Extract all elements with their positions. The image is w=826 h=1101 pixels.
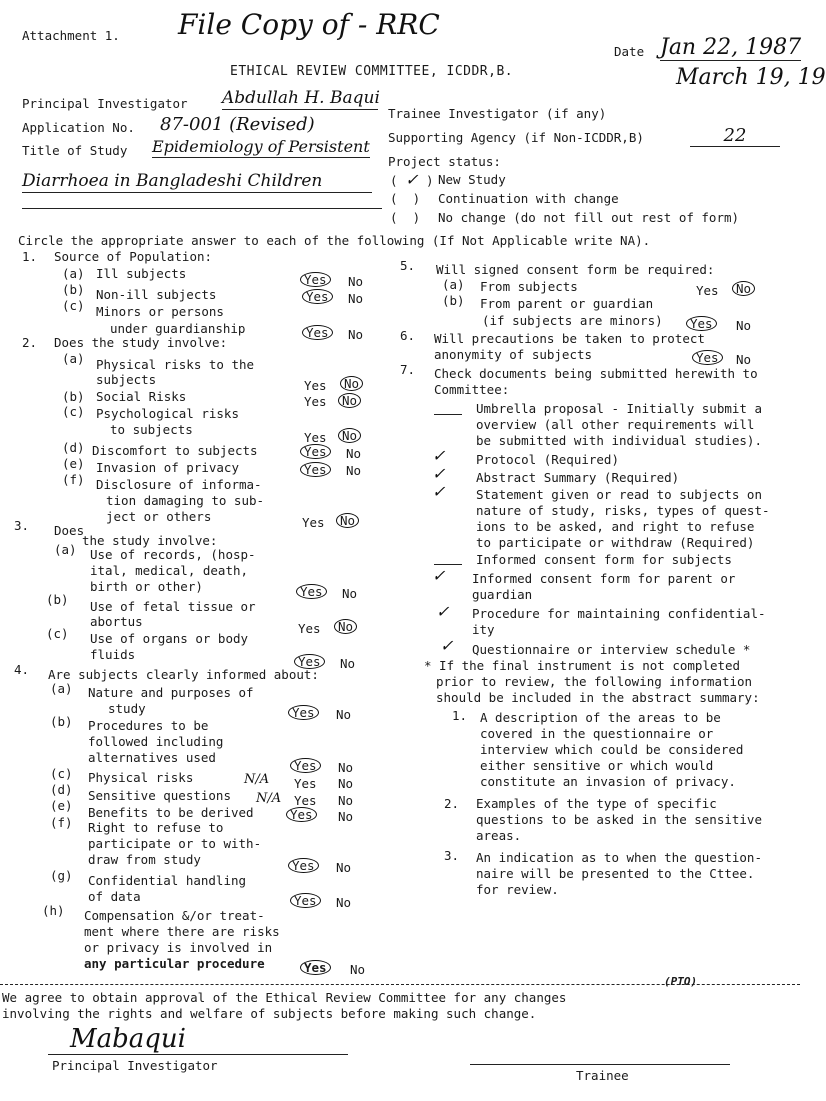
- q4a-key: (a): [50, 681, 73, 696]
- q2b-no: No: [338, 393, 361, 408]
- q6-no: No: [736, 352, 752, 367]
- q4f-key: (f): [50, 815, 73, 830]
- q4b-key: (b): [50, 714, 73, 729]
- q2d-yes: Yes: [300, 444, 331, 459]
- q2c-text-1: Psychological risks: [96, 406, 239, 421]
- d4-text-4: to participate or withdraw (Required): [476, 535, 755, 550]
- q4g-no: No: [336, 895, 352, 910]
- q3a-text-3: birth or other): [90, 579, 203, 594]
- d8-check: ✓: [440, 636, 454, 655]
- instructions: Circle the appropriate answer to each of the following (If Not Applicable write NA).: [18, 233, 651, 248]
- q1a-yes: Yes: [300, 272, 331, 287]
- q4d-na: N/A: [256, 791, 282, 806]
- date-value-2: March 19, 19: [676, 65, 826, 90]
- q2f-text-3: ject or others: [106, 509, 212, 524]
- d4-text-2: nature of study, risks, types of quest-: [476, 503, 770, 518]
- q5b-key: (b): [442, 293, 465, 308]
- q3b-no: No: [334, 619, 357, 634]
- q4-text: Are subjects clearly informed about:: [48, 667, 319, 682]
- q4c-na: N/A: [244, 772, 270, 787]
- q4e-key: (e): [50, 798, 73, 813]
- q4c-key: (c): [50, 766, 73, 781]
- q2c-no: No: [338, 428, 361, 443]
- q1a-no: No: [348, 274, 364, 289]
- q7-text-1: Check documents being submitted herewith to: [434, 366, 758, 381]
- q4d-yes: Yes: [294, 793, 317, 808]
- q2f-text-2: tion damaging to sub-: [106, 493, 265, 508]
- q4f-text-1: Right to refuse to: [88, 820, 224, 835]
- status-cont-box: ( ): [390, 191, 421, 206]
- q4d-text: Sensitive questions: [88, 788, 231, 803]
- pi-signature-line: [48, 1054, 348, 1055]
- q6-text-2: anonymity of subjects: [434, 347, 593, 362]
- q1c-no: No: [348, 327, 364, 342]
- q2c-key: (c): [62, 404, 85, 419]
- d7-text-1: Procedure for maintaining confidential-: [472, 606, 766, 621]
- q3b-yes: Yes: [298, 621, 321, 636]
- q2b-yes: Yes: [304, 394, 327, 409]
- pi-signature: Mabaqui: [70, 1024, 186, 1054]
- q3a-no: No: [342, 586, 358, 601]
- q5b-no: No: [736, 318, 752, 333]
- q3-text-1: Does: [54, 523, 85, 538]
- d6-text-1: Informed consent form for parent or: [472, 571, 736, 586]
- q7-text-2: Committee:: [434, 382, 510, 397]
- q5b-text-2: (if subjects are minors): [482, 313, 663, 328]
- study-title-label: Title of Study: [22, 143, 128, 158]
- status-new-label: New Study: [438, 172, 506, 187]
- title-underline: [22, 208, 382, 209]
- agency-value: 22: [690, 126, 780, 147]
- q2a-no: No: [340, 376, 363, 391]
- q4c-no: No: [338, 776, 354, 791]
- q4h-yes: Yes: [300, 960, 331, 975]
- pto-label: (PTO): [664, 975, 698, 988]
- n1-text-2: covered in the questionnaire or: [480, 726, 714, 741]
- n3-text-1: An indication as to when the question-: [476, 850, 762, 865]
- status-new-check: ✓: [405, 170, 419, 189]
- q1c-text-1: Minors or persons: [96, 304, 224, 319]
- q4b-text-2: followed including: [88, 734, 224, 749]
- q1c-key: (c): [62, 298, 85, 313]
- q4c-text: Physical risks: [88, 770, 194, 785]
- q2e-no: No: [346, 463, 362, 478]
- q4f-yes: Yes: [288, 858, 319, 873]
- q5a-no: No: [732, 281, 755, 296]
- d7-text-2: ity: [472, 622, 495, 637]
- d3-check: ✓: [432, 464, 446, 483]
- q2c-text-2: to subjects: [110, 422, 193, 437]
- pi-label: Principal Investigator: [22, 96, 188, 111]
- date-value-1: Jan 22, 1987: [660, 35, 802, 60]
- q5-text: Will signed consent form be required:: [436, 262, 715, 277]
- q4e-no: No: [338, 809, 354, 824]
- q2f-key: (f): [62, 472, 85, 487]
- n2-text-1: Examples of the type of specific: [476, 796, 717, 811]
- q3c-text-2: fluids: [90, 647, 136, 662]
- q4f-text-2: participate or to with-: [88, 836, 262, 851]
- d4-text-3: ions to be asked, and right to refuse: [476, 519, 755, 534]
- q5-num: 5.: [400, 258, 416, 273]
- q3-text-2: the study involve:: [82, 533, 218, 548]
- q3a-key: (a): [54, 542, 77, 557]
- q2e-yes: Yes: [300, 462, 331, 477]
- q4h-no: No: [350, 962, 366, 977]
- q4g-key: (g): [50, 868, 73, 883]
- form-title: ETHICAL REVIEW COMMITTEE, ICDDR,B.: [230, 64, 514, 79]
- q5b-yes: Yes: [686, 316, 717, 331]
- d1-line: [434, 414, 462, 415]
- q2d-text: Discomfort to subjects: [92, 443, 258, 458]
- n3-text-2: naire will be presented to the Cttee.: [476, 866, 755, 881]
- q4g-text-2: of data: [88, 889, 141, 904]
- n1-text-3: interview which could be considered: [480, 742, 744, 757]
- status-label: Project status:: [388, 154, 501, 169]
- q1a-text: Ill subjects: [96, 266, 187, 281]
- q3b-key: (b): [46, 592, 69, 607]
- d4-text-1: Statement given or read to subjects on: [476, 487, 762, 502]
- q2a-text-2: subjects: [96, 372, 157, 387]
- q4f-no: No: [336, 860, 352, 875]
- q2c-yes: Yes: [304, 430, 327, 445]
- q4g-yes: Yes: [290, 893, 321, 908]
- q4a-yes: Yes: [288, 705, 319, 720]
- q2d-key: (d): [62, 440, 85, 455]
- q2e-text: Invasion of privacy: [96, 460, 239, 475]
- application-label: Application No.: [22, 120, 135, 135]
- footer-rule: [0, 984, 800, 985]
- n2-text-3: areas.: [476, 828, 522, 843]
- note-text-1: * If the final instrument is not completed: [424, 658, 741, 673]
- q5a-text: From subjects: [480, 279, 578, 294]
- q1-text: Source of Population:: [54, 249, 213, 264]
- q4b-text-3: alternatives used: [88, 750, 216, 765]
- q3a-text-2: ital, medical, death,: [90, 563, 249, 578]
- d8-text: Questionnaire or interview schedule *: [472, 642, 751, 657]
- q5a-key: (a): [442, 277, 465, 292]
- study-title-value-2: Diarrhoea in Bangladeshi Children: [22, 171, 372, 193]
- status-nochange-label: No change (do not fill out rest of form): [438, 210, 740, 225]
- q3b-text-1: Use of fetal tissue or: [90, 599, 256, 614]
- q3c-key: (c): [46, 626, 69, 641]
- attachment-label: Attachment 1.: [22, 28, 120, 43]
- status-new-box: ( ✓ ): [390, 170, 434, 189]
- n3-key: 3.: [444, 848, 460, 863]
- q2b-text: Social Risks: [96, 389, 187, 404]
- q4g-text-1: Confidential handling: [88, 873, 247, 888]
- q4h-key: (h): [42, 903, 65, 918]
- agreement-text-2: involving the rights and welfare of subjects before making such change.: [2, 1006, 537, 1021]
- q4h-text-4: any particular procedure: [84, 956, 265, 971]
- q5b-text-1: From parent or guardian: [480, 296, 654, 311]
- q2b-key: (b): [62, 389, 85, 404]
- q2a-text-1: Physical risks to the: [96, 357, 255, 372]
- q3b-text-2: abortus: [90, 614, 143, 629]
- q4f-text-3: draw from study: [88, 852, 201, 867]
- q4-num: 4.: [14, 662, 30, 677]
- q1a-key: (a): [62, 266, 85, 281]
- note-text-2: prior to review, the following information: [436, 674, 753, 689]
- n1-text-4: either sensitive or which would: [480, 758, 714, 773]
- file-copy-note: File Copy of - RRC: [178, 8, 440, 41]
- q1b-key: (b): [62, 282, 85, 297]
- q3c-text-1: Use of organs or body: [90, 631, 249, 646]
- agency-label: Supporting Agency (if Non-ICDDR,B): [388, 130, 644, 145]
- q4b-text-1: Procedures to be: [88, 718, 209, 733]
- q4c-yes: Yes: [294, 776, 317, 791]
- d5-line: [434, 564, 462, 565]
- q6-text-1: Will precautions be taken to protect: [434, 331, 705, 346]
- d7-check: ✓: [436, 602, 450, 621]
- q1b-text: Non-ill subjects: [96, 287, 217, 302]
- q6-num: 6.: [400, 328, 416, 343]
- q3a-text-1: Use of records, (hosp-: [90, 547, 256, 562]
- n1-key: 1.: [452, 708, 468, 723]
- trainee-label: Trainee Investigator (if any): [388, 106, 607, 121]
- d3-text: Abstract Summary (Required): [476, 470, 680, 485]
- d6-text-2: guardian: [472, 587, 533, 602]
- q1c-yes: Yes: [302, 325, 333, 340]
- d6-check: ✓: [432, 566, 446, 585]
- q2d-no: No: [346, 446, 362, 461]
- status-nochange-box: ( ): [390, 210, 421, 225]
- application-value: 87-001 (Revised): [160, 114, 315, 135]
- pi-signature-label: Principal Investigator: [52, 1058, 218, 1073]
- q4h-text-1: Compensation &/or treat-: [84, 908, 265, 923]
- q4d-key: (d): [50, 782, 73, 797]
- q4h-text-3: or privacy is involved in: [84, 940, 273, 955]
- d2-text: Protocol (Required): [476, 452, 619, 467]
- q4a-text-1: Nature and purposes of: [88, 685, 254, 700]
- status-cont-label: Continuation with change: [438, 191, 619, 206]
- d1-text-3: be submitted with individual studies).: [476, 433, 762, 448]
- q2a-key: (a): [62, 351, 85, 366]
- q1b-no: No: [348, 291, 364, 306]
- q2f-text-1: Disclosure of informa-: [96, 477, 262, 492]
- d1-text-1: Umbrella proposal - Initially submit a: [476, 401, 762, 416]
- n2-key: 2.: [444, 796, 460, 811]
- q2f-yes: Yes: [302, 515, 325, 530]
- q4h-text-2: ment where there are risks: [84, 924, 280, 939]
- q4e-text: Benefits to be derived: [88, 805, 254, 820]
- trainee-signature-line: [470, 1064, 730, 1065]
- q3-num: 3.: [14, 518, 30, 533]
- q4b-yes: Yes: [290, 758, 321, 773]
- d2-check: ✓: [432, 446, 446, 465]
- date-label: Date: [614, 44, 645, 59]
- q4b-no: No: [338, 760, 354, 775]
- q4d-no: No: [338, 793, 354, 808]
- n1-text-1: A description of the areas to be: [480, 710, 721, 725]
- study-title-value-1: Epidemiology of Persistent: [152, 137, 370, 156]
- q3c-yes: Yes: [294, 654, 325, 669]
- q6-yes: Yes: [692, 350, 723, 365]
- q2a-yes: Yes: [304, 378, 327, 393]
- q2-num: 2.: [22, 335, 38, 350]
- d5-text: Informed consent form for subjects: [476, 552, 732, 567]
- q3a-yes: Yes: [296, 584, 327, 599]
- q2-text: Does the study involve:: [54, 335, 228, 350]
- q5a-yes: Yes: [696, 283, 719, 298]
- q1-num: 1.: [22, 249, 38, 264]
- q2f-no: No: [336, 513, 359, 528]
- trainee-signature-label: Trainee: [576, 1068, 629, 1083]
- pi-value: Abdullah H. Baqui: [222, 88, 380, 108]
- n1-text-5: constitute an invasion of privacy.: [480, 774, 736, 789]
- agreement-text-1: We agree to obtain approval of the Ethical Review Committee for any changes: [2, 990, 567, 1005]
- q4e-yes: Yes: [286, 807, 317, 822]
- q1c-text-2: under guardianship: [110, 321, 246, 336]
- note-text-3: should be included in the abstract summary:: [436, 690, 760, 705]
- d1-text-2: overview (all other requirements will: [476, 417, 755, 432]
- d4-check: ✓: [432, 482, 446, 501]
- q4a-no: No: [336, 707, 352, 722]
- q4a-text-2: study: [108, 701, 146, 716]
- q1b-yes: Yes: [302, 289, 333, 304]
- n2-text-2: questions to be asked in the sensitive: [476, 812, 762, 827]
- q7-num: 7.: [400, 362, 416, 377]
- n3-text-3: for review.: [476, 882, 559, 897]
- q3c-no: No: [340, 656, 356, 671]
- q2e-key: (e): [62, 456, 85, 471]
